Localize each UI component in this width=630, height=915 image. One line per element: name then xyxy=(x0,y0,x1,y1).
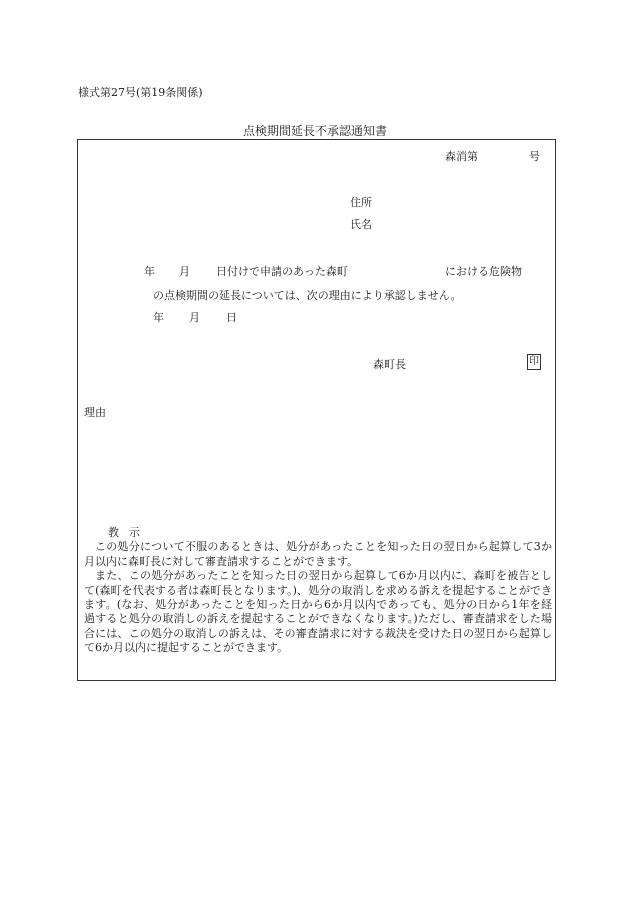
date-month: 月 xyxy=(189,311,200,324)
document-title: 点検期間延長不承認通知書 xyxy=(242,124,387,138)
application-tail: における危険物 xyxy=(445,265,522,278)
address-label: 住所 xyxy=(350,196,372,209)
reason-label: 理由 xyxy=(84,406,106,419)
seal-mark: 印 xyxy=(527,354,541,370)
application-day-text: 日付けで申請のあった森町 xyxy=(216,265,348,278)
notice-form-box xyxy=(77,139,556,681)
appeal-notice xyxy=(84,526,552,656)
date-year: 年 xyxy=(153,311,164,324)
application-month: 月 xyxy=(179,265,190,278)
doc-number-prefix: 森消第 xyxy=(445,150,478,163)
form-number-label: 様式第27号(第19条関係) xyxy=(78,86,203,99)
name-label: 氏名 xyxy=(350,218,372,231)
body-line-2: の点検期間の延長については、次の理由により承認しません。 xyxy=(153,289,462,302)
date-day: 日 xyxy=(226,311,237,324)
issuer-title: 森町長 xyxy=(373,358,406,371)
notice-paragraph-2: また、この処分があったことを知った日の翌日から起算して6か月以内に、森町を被告として(森町を代表する者は森町長となります。)、処分の取消しを求める訴えを提起することができます。(なお、処分があったことを知った日から6か月以内であっても、処分の日から1年を経過すると処分の取消しの訴えを提起することができなくなります。)ただし、審査請求をした場合には、この処分の取消しの訴えは、その審査請求に対する裁決を受けた日の翌日から起算して6か月以内に提起することができます。 xyxy=(84,569,552,655)
doc-number-suffix: 号 xyxy=(529,150,540,163)
application-year: 年 xyxy=(144,265,155,278)
notice-heading: 教 示 xyxy=(108,526,140,539)
notice-paragraph-1: この処分について不服のあるときは、処分があったことを知った日の翌日から起算して3か月以内に森町長に対して審査請求することができます。 xyxy=(84,540,552,568)
